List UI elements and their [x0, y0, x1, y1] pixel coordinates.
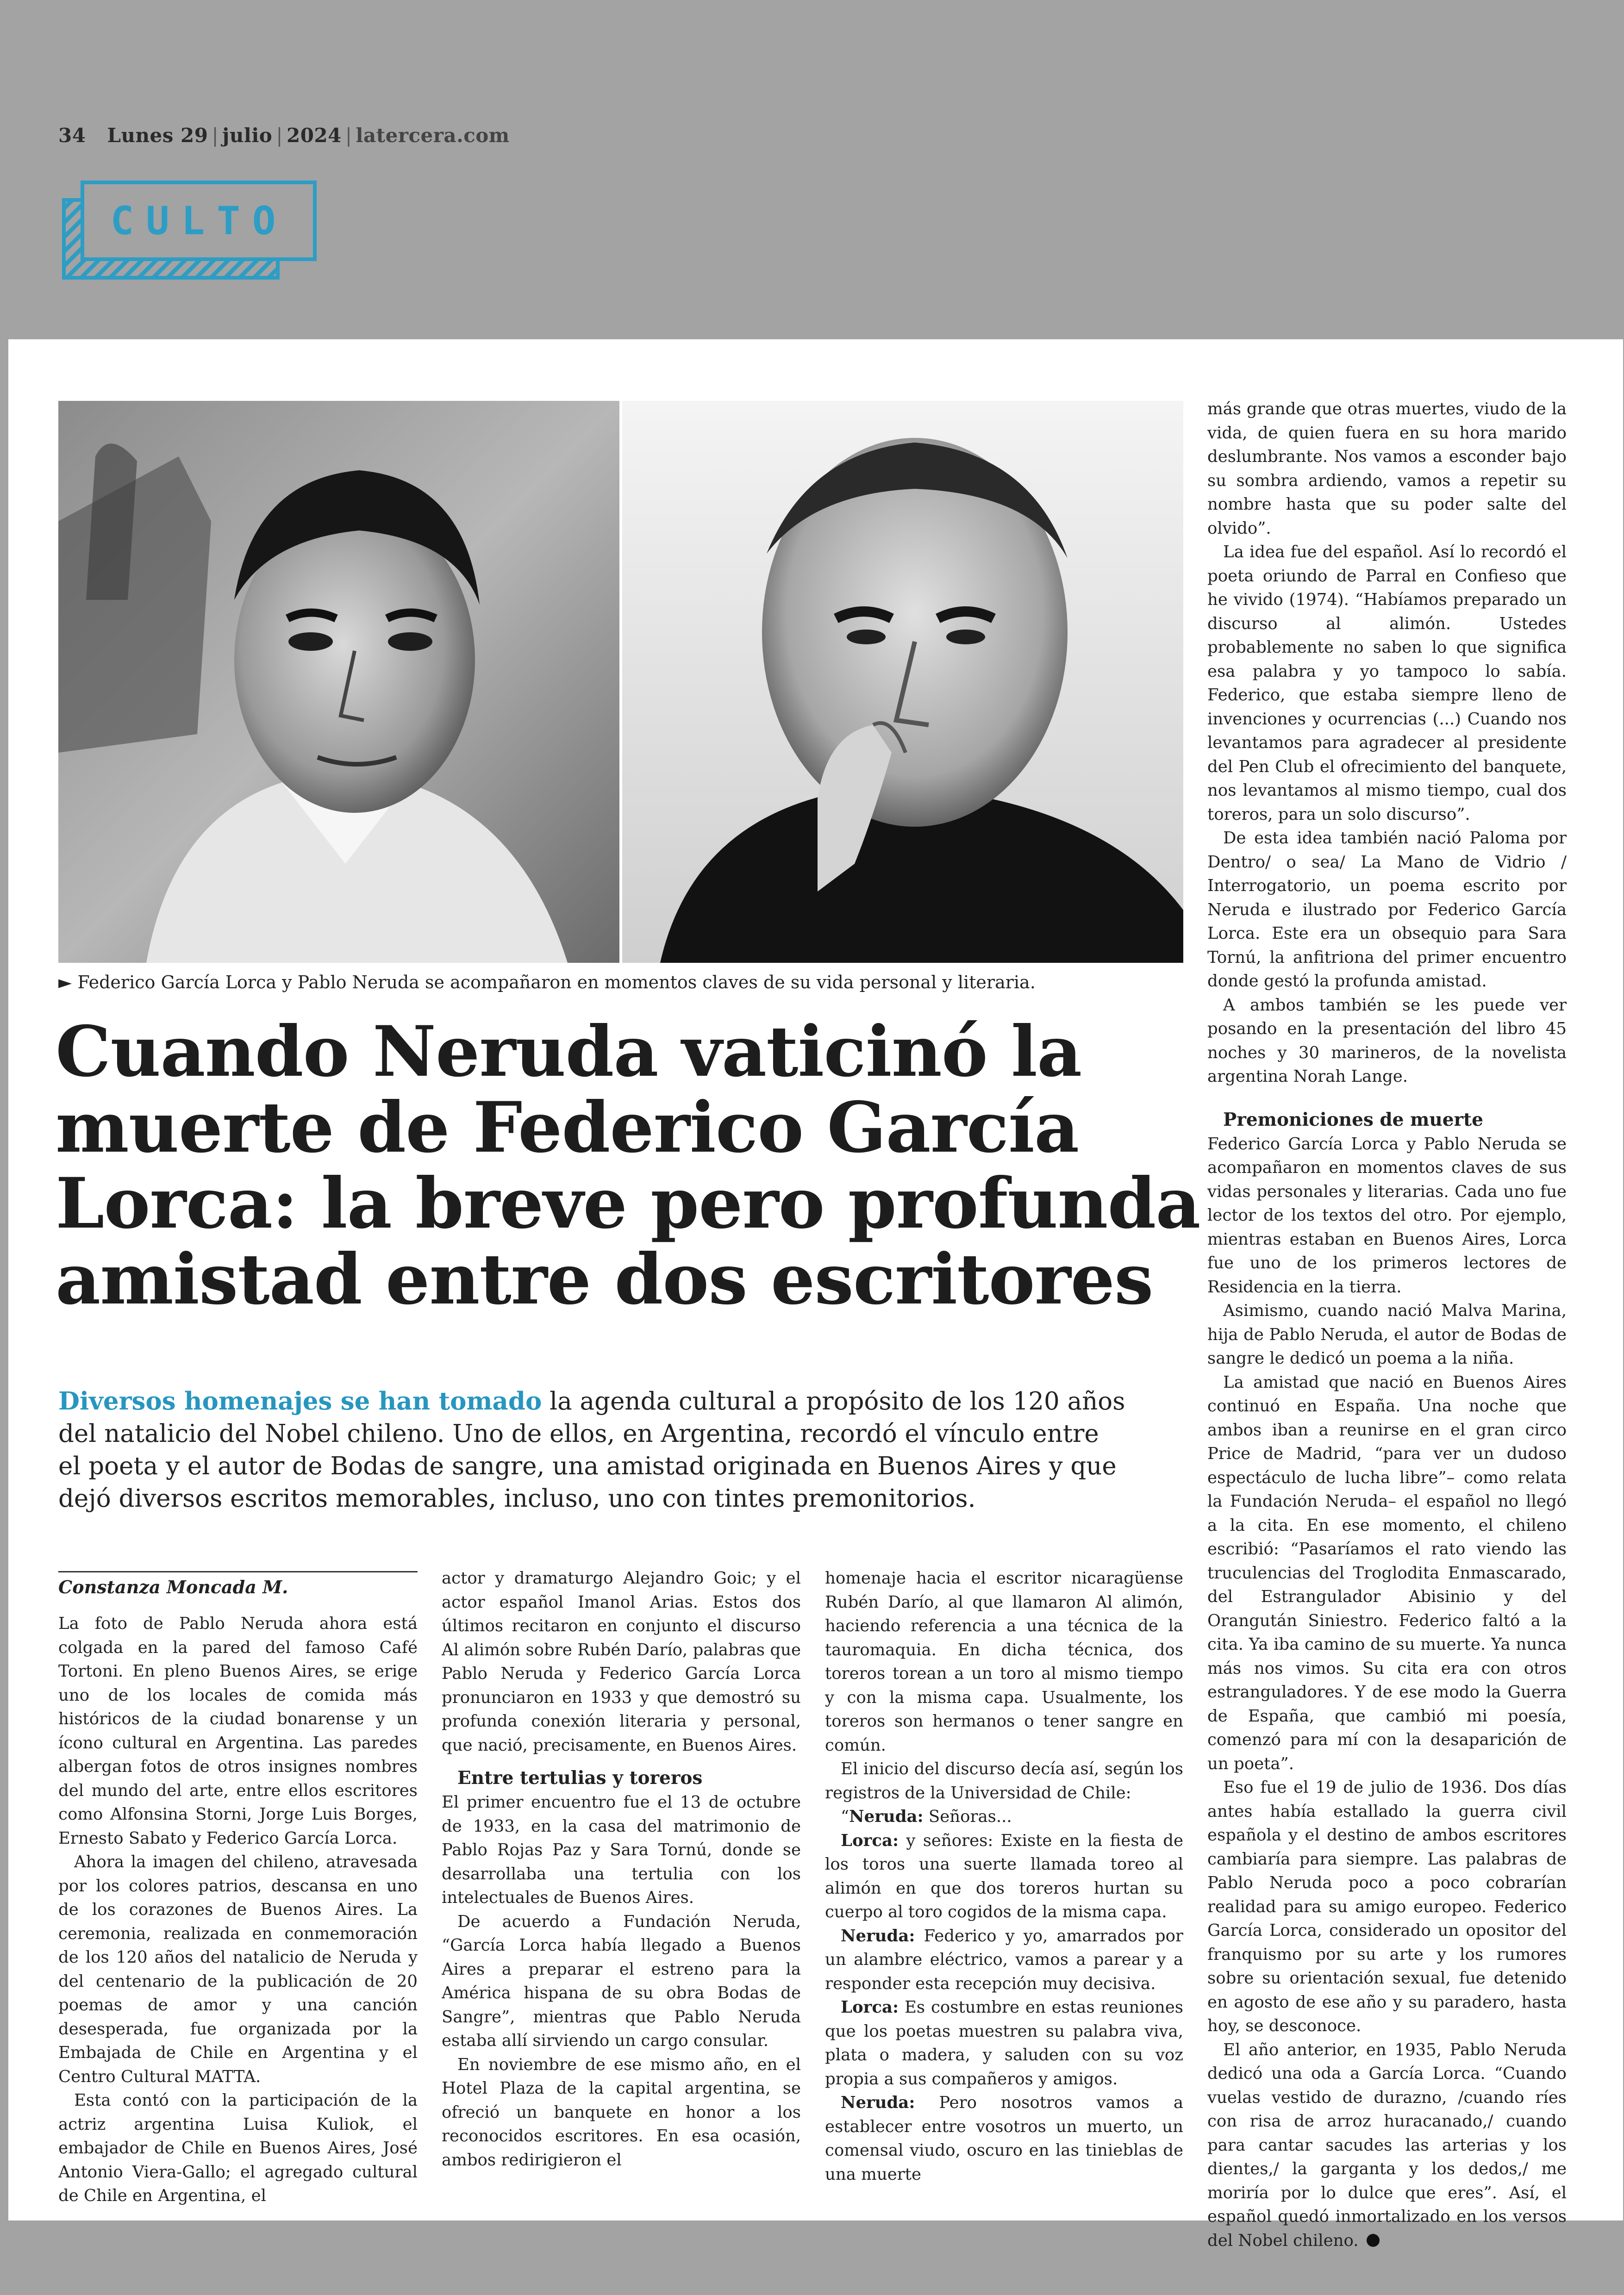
header-date-day: Lunes 29 [107, 124, 208, 147]
dialogue-text: Señoras... [923, 1807, 1012, 1826]
paragraph-text: El año anterior, en 1935, Pablo Neruda dedicó una oda a García Lorca. “Cuando vuelas vestido de durazno, /cuando ríes con risa de arroz huracanado,/ cuando para cantar sacudes las arterias y los dientes,/ la garganta y los dedos,/ me moriría por lo dulce que eres”. Así, el español quedó inmortalizado en los versos del Nobel chileno. [1207, 2040, 1567, 2250]
header-date-year: 2024 [286, 124, 342, 147]
portrait-right [622, 401, 1183, 963]
article-headline [56, 1011, 1200, 1320]
paragraph [1207, 2038, 1567, 2253]
paragraph: En noviembre de ese mismo año, en el Hotel Plaza de la capital argentina, se ofreció un banquete en honor a los reconocidos escritores. En esa ocasión, ambos redirigieron el [442, 2055, 801, 2170]
portrait-left [58, 401, 619, 963]
paragraph: La amistad que nació en Buenos Aires continuó en España. Una noche que ambos iban a reunirse en el gran circo Price de Madrid, “para ver un dudoso espectáculo de lucha libre”– como relata la Fundación Neruda– el español no llegó a la cita. En ese momento, el chileno escribió: “Pasaríamos el rato viendo las truculencias del Troglodita Enmascarado, del Estrangulador Abisinio y del Orangután Siniestro. Federico faltó a la cita. Ya iba camino de su muerte. Ya nunca más nos vimos. Su cita era con otros estranguladores. Y de ese modo la Guerra de España, que cambió mi poesía, comenzó para mí con la desaparición de un poeta”. [1207, 1372, 1567, 1773]
paragraph: Esta contó con la participación de la actriz argentina Luisa Kuliok, el embajador de Chile en Buenos Aires, José Antonio Viera-Gallo; el agregado cultural de Chile en Argentina, el [58, 2091, 418, 2205]
article-column-1 [58, 1612, 418, 2208]
caption-text: Federico García Lorca y Pablo Neruda se acompañaron en momentos claves de su vida personal y literaria. [77, 972, 1036, 992]
header-site-link[interactable]: latercera.com [356, 124, 510, 147]
dialogue-text: Pero nosotros vamos a establecer entre vosotros un muerto, un comensal viudo, oscuro en las tinieblas de una muerte [825, 2093, 1183, 2184]
lead-highlight: Diversos homenajes se han tomado [58, 1387, 542, 1416]
paragraph: La foto de Pablo Neruda ahora está colgada en la pared del famoso Café Tortoni. En pleno Buenos Aires, se erige uno de los locales de comida más históricos de la ciudad bonarense y un ícono cultural en Argentina. Las paredes albergan fotos de otros insignes nombres del mundo del arte, entre ellos escritores como Alfonsina Storni, Jorge Luis Borges, Ernesto Sabato y Federico García Lorca. [58, 1614, 418, 1848]
article-photo [58, 401, 1183, 963]
header-date-month: julio [222, 124, 273, 147]
lead-line: el poeta y el autor de Bodas de sangre, una amistad originada en Buenos Aires y que [58, 1452, 1117, 1480]
speaker: Neruda: [849, 1807, 924, 1826]
page-header [58, 124, 510, 147]
caption-arrow-icon: ► [58, 972, 78, 992]
paragraph: De acuerdo a Fundación Neruda, “García Lorca había llegado a Buenos Aires a preparar el estreno para la América hispana de su obra Bodas de Sangre”, mientras que Pablo Neruda estaba allí sirviendo un cargo consular. [442, 1912, 801, 2050]
dialogue-text: Es costumbre en estas reuniones que los poetas muestren su palabra viva, plata o madera, y saluden con su voz propia a sus compañeros y amigos. [825, 1998, 1183, 2089]
paragraph: Eso fue el 19 de julio de 1936. Dos días antes había estallado la guerra civil española y el destino de ambos escritores cambiaría para siempre. Las palabras de Pablo Neruda poco a poco cobrarían realidad para su amigo europeo. Federico García Lorca, considerado un opositor del franquismo por su arte y los rumores sobre su orientación sexual, fue detenido en agosto de ese año y su paradero, hasta hoy, se desconoce. [1207, 1778, 1567, 2035]
headline-line: muerte de Federico García [56, 1087, 1079, 1168]
author-byline: Constanza Moncada M. [58, 1577, 288, 1597]
article-column-3 [825, 1566, 1183, 2186]
paragraph: El primer encuentro fue el 13 de octubre de 1933, en la casa del matrimonio de Pablo Rojas Paz y Sara Tornú, donde se desarrollaba una tertulia con los intelectuales de Buenos Aires. [442, 1793, 801, 1907]
dialogue-line [825, 1829, 1183, 1924]
headline-line: amistad entre dos escritores [56, 1239, 1153, 1320]
article-column-2 [442, 1566, 801, 2172]
paragraph: homenaje hacia el escritor nicaragüense Rubén Darío, al que llamaron Al alimón, haciendo referencia a una técnica de la tauromaquia. En dicha técnica, dos toreros torean a un toro al mismo tiempo y con la misma capa. Usualmente, los toreros son hermanos o tener sangre en común. [825, 1569, 1183, 1755]
paragraph: La idea fue del español. Así lo recordó el poeta oriundo de Parral en Confieso que he vivido (1974). “Habíamos preparado un discurso al alimón. Ustedes probablemente no saben lo que significa esa palabra y yo tampoco lo sabía. Federico, que estaba siempre lleno de invenciones y ocurrencias (...) Cuando nos levantamos para agradecer al presidente del Pen Club el ofrecimiento del banquete, nos levantamos al mismo tiempo, cual dos toreros, para un solo discurso”. [1207, 543, 1567, 824]
speaker: Lorca: [841, 1831, 899, 1850]
paragraph: El inicio del discurso decía así, según los registros de la Universidad de Chile: [825, 1759, 1183, 1802]
page-number: 34 [58, 124, 86, 147]
speaker: Neruda: [841, 1926, 915, 1946]
paragraph: actor y dramaturgo Alejandro Goic; y el actor español Imanol Arias. Estos dos últimos recitaron en conjunto el discurso Al alimón sobre Rubén Darío, palabras que Pablo Neruda y Federico García Lorca pronunciaron en 1933 y que demostró su profunda conexión literaria y personal, que nació, precisamente, en Buenos Aires. [442, 1569, 801, 1755]
dialogue-line: “Neruda: Señoras... [841, 1807, 1012, 1826]
article-lead [58, 1385, 1169, 1515]
article-column-4 [1207, 397, 1567, 2252]
culto-section-logo [60, 181, 319, 282]
lead-line [58, 1385, 1169, 1418]
paragraph: De esta idea también nació Paloma por Dentro/ o sea/ La Mano de Vidrio / Interrogatorio, un poema escrito por Neruda e ilustrado por Federico García Lorca. Este era un obsequio para Sara Tornú, la anfitriona del primer encuentro donde gestó la profunda amistad. [1207, 829, 1567, 991]
dialogue-line [825, 2091, 1183, 2186]
subheading: Entre tertulias y toreros [457, 1767, 703, 1789]
header-separator: | [345, 124, 352, 147]
subheading: Premoniciones de muerte [1223, 1109, 1483, 1130]
paragraph: Ahora la imagen del chileno, atravesada por los colores patrios, descansa en uno de los corazones de Buenos Aires. La ceremonia, realizada en conmemoración de los 120 años del natalicio de Neruda y del centenario de la publicación de 20 poemas de amor y una canción desesperada, fue organizada por la Embajada de Chile en Argentina y el Centro Cultural MATTA. [58, 1852, 418, 2086]
culto-logo-text: CULTO [110, 198, 288, 243]
dialogue-text: Federico y yo, amarrados por un alambre eléctrico, vamos a parear y a responder esta recepción muy decisiva. [825, 1926, 1183, 1993]
paragraph: Federico García Lorca y Pablo Neruda se acompañaron en momentos claves de sus vidas personales y literarias. Cada uno fue lector de los textos del otro. Por ejemplo, mientras estaban en Buenos Aires, Lorca fue uno de los primeros lectores de Residencia en la tierra. [1207, 1134, 1567, 1297]
lead-line: dejó diversos escritos memorables, incluso, uno con tintes premonitorios. [58, 1484, 976, 1513]
header-separator: | [212, 124, 219, 147]
paragraph: A ambos también se les puede ver posando en la presentación del libro 45 noches y 30 marineros, de la novelista argentina Norah Lange. [1207, 995, 1567, 1086]
dialogue-text: y señores: Existe en la fiesta de los toros una suerte llamada toreo al alimón en que dos toreros hurtan su cuerpo al toro cogidos de la misma capa. [825, 1831, 1183, 1921]
speaker: Lorca: [841, 1998, 899, 2017]
header-separator: | [276, 124, 283, 147]
lead-line-rest: la agenda cultural a propósito de los 120 años [542, 1387, 1125, 1416]
headline-line: Cuando Neruda vaticinó la [56, 1011, 1082, 1092]
lead-line: del natalicio del Nobel chileno. Uno de ellos, en Argentina, recordó el vínculo entre [58, 1420, 1099, 1448]
headline-line: Lorca: la breve pero profunda [56, 1163, 1200, 1244]
dialogue-line [825, 1996, 1183, 2091]
paragraph: más grande que otras muertes, viudo de la vida, de quien fuera en su hora marido deslumbrante. Nos vamos a esconder bajo su sombra ardiendo, vamos a repetir su nombre hasta que su poder salte del olvido”. [1207, 399, 1567, 538]
dialogue-line [825, 1924, 1183, 1996]
paragraph: Asimismo, cuando nació Malva Marina, hija de Pablo Neruda, el autor de Bodas de sangre le dedicó un poema a la niña. [1207, 1301, 1567, 1368]
photo-caption [58, 970, 1183, 994]
speaker: Neruda: [841, 2093, 915, 2112]
end-of-article-icon [1367, 2234, 1380, 2247]
byline-rule [58, 1571, 418, 1572]
